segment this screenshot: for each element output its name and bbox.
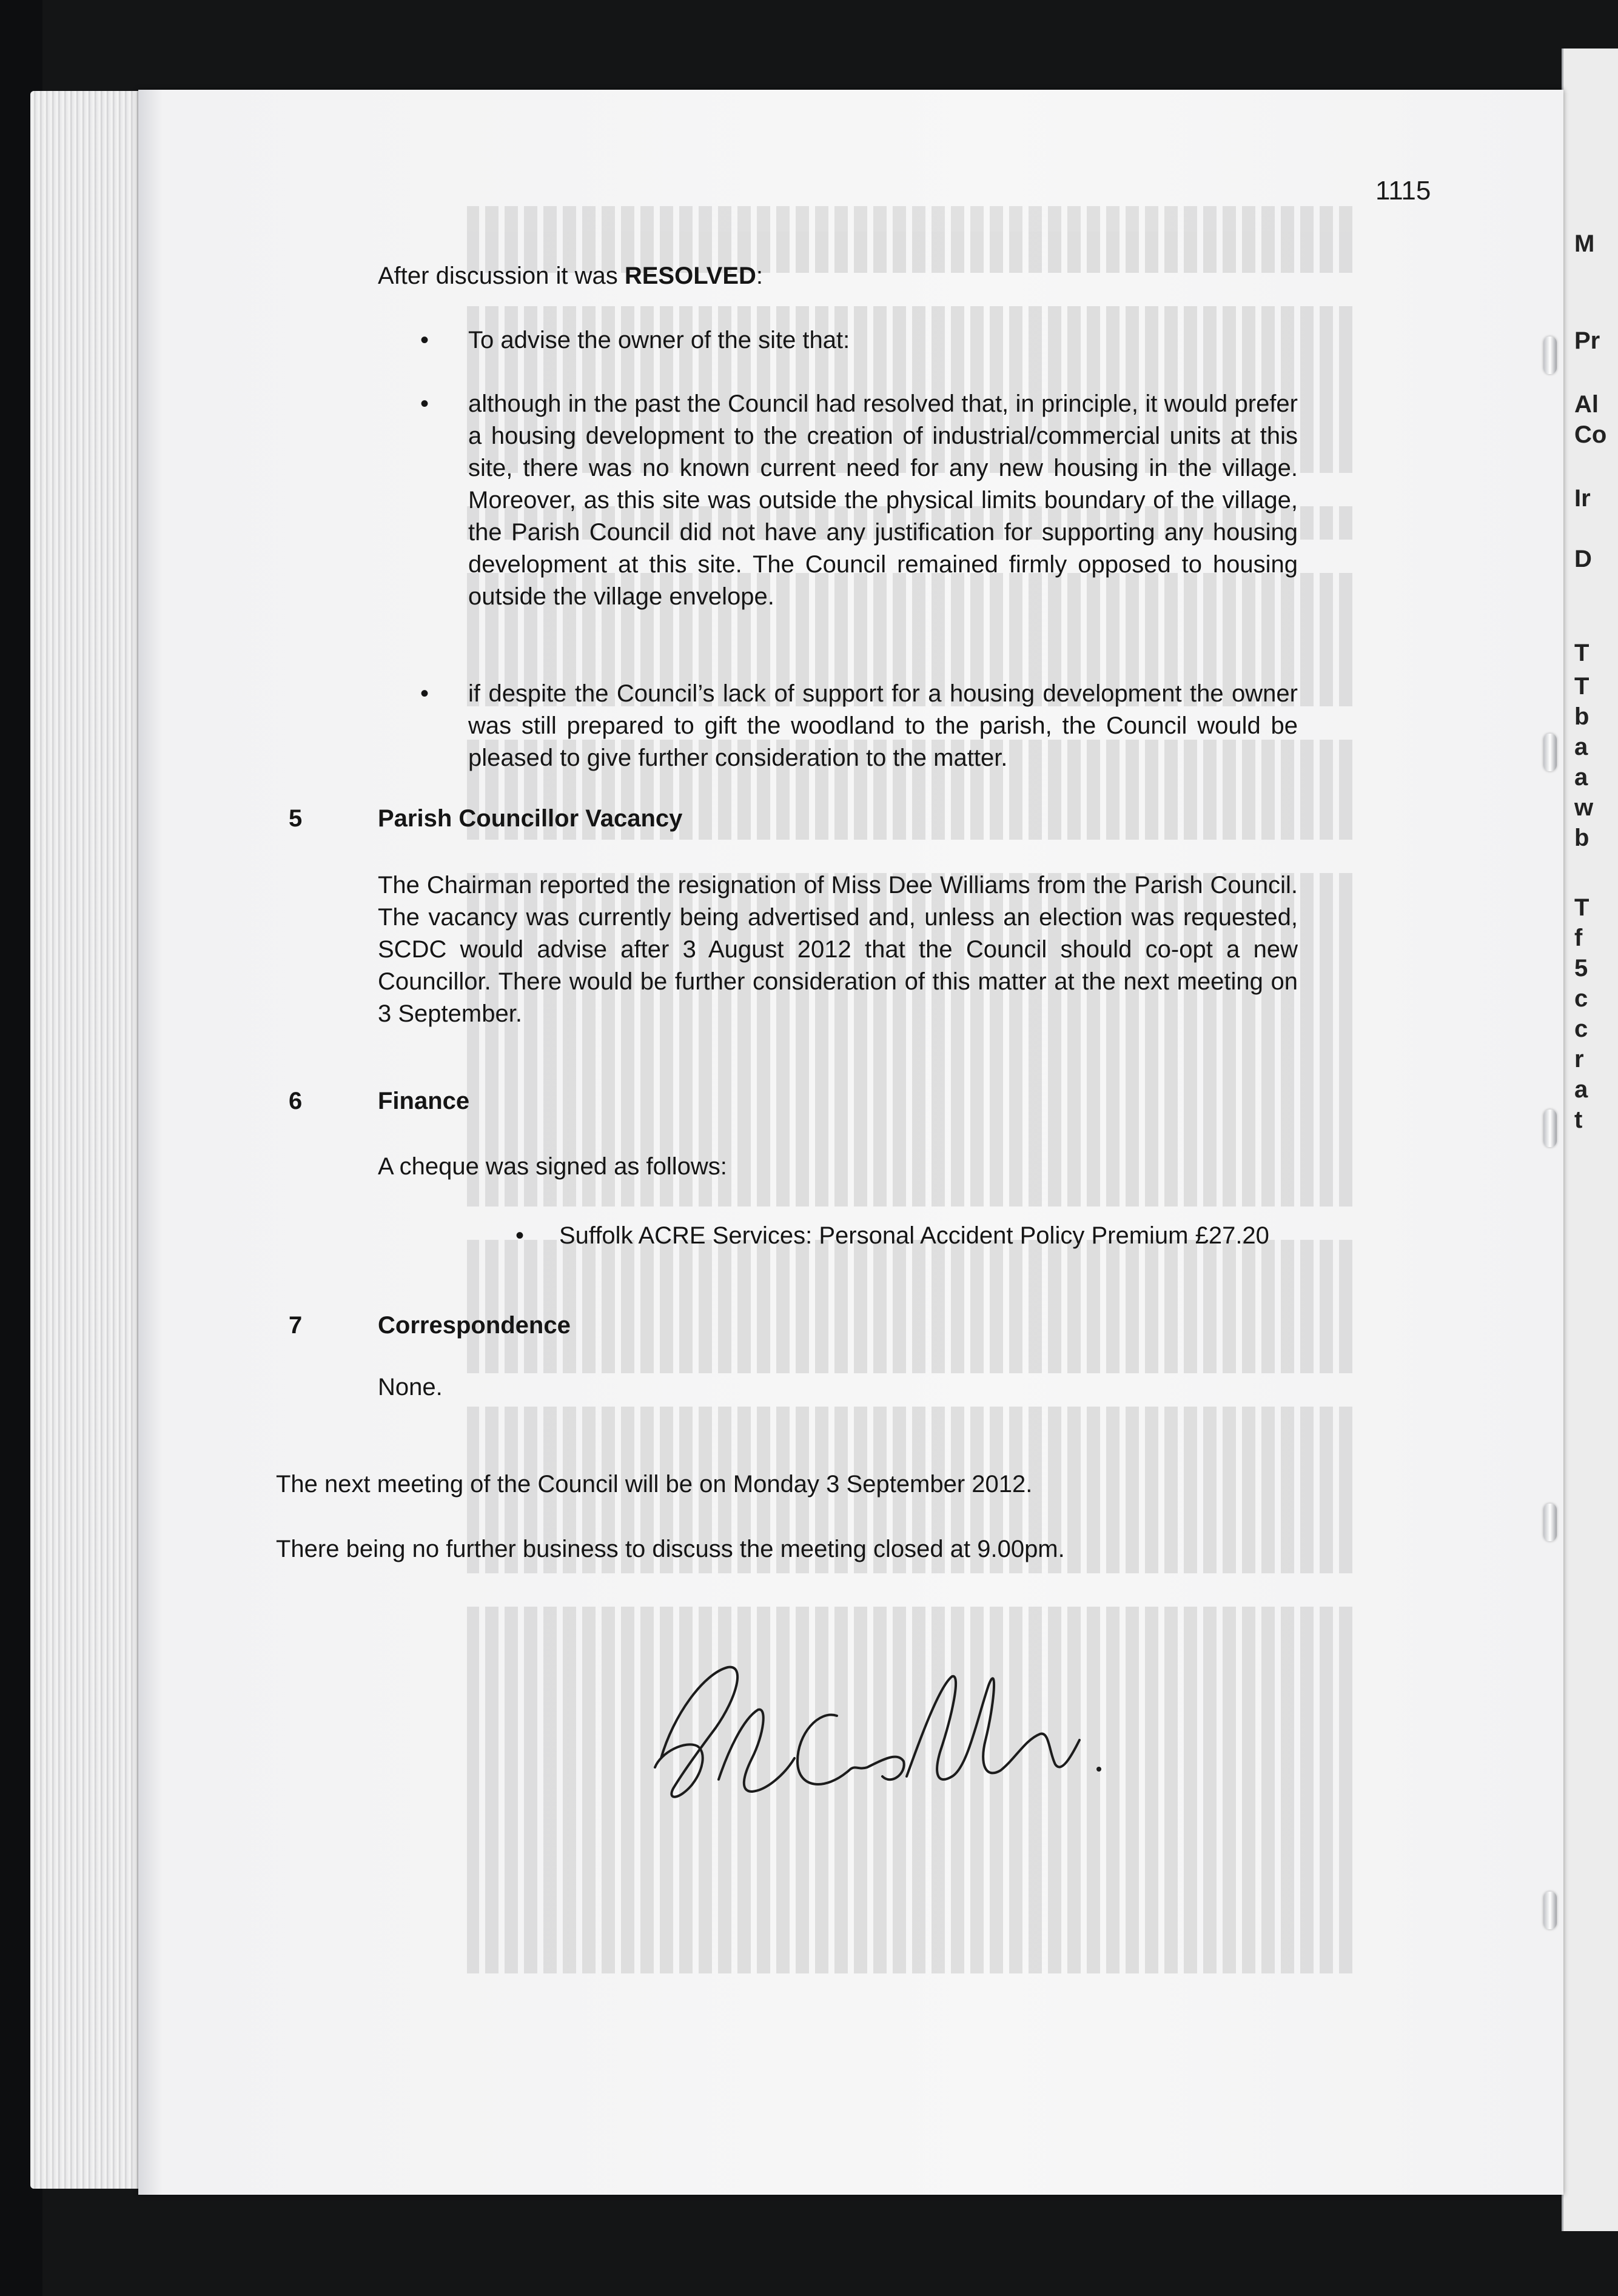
- binder-ring: [1543, 734, 1557, 771]
- right-page: [1562, 49, 1618, 2231]
- binder-ring: [1543, 1504, 1557, 1541]
- right-page-fragment: Pr: [1574, 327, 1600, 354]
- binder-ring: [1543, 336, 1557, 374]
- resolved-bullet: if despite the Council’s lack of support for a housing development the owner was still prepared to gift the woodland to the parish, the Council would be pleased to give further consideration to the matter.: [468, 680, 1298, 771]
- next-meeting: The next meeting of the Council will be on Monday 3 September 2012.: [276, 1471, 1033, 1498]
- bullet-dot: •: [420, 390, 429, 417]
- binder-ring: [1543, 1892, 1557, 1929]
- right-page-fragment: a: [1574, 734, 1588, 760]
- right-page-fragment: Co: [1574, 421, 1607, 448]
- chairman-signature: [637, 1661, 1134, 1819]
- right-page-fragment: a: [1574, 764, 1588, 791]
- section-title: Correspondence: [378, 1312, 571, 1339]
- right-page-fragment: b: [1574, 825, 1589, 851]
- right-page-fragment: c: [1574, 1016, 1588, 1042]
- cheque-item: Suffolk ACRE Services: Personal Accident Policy Premium £27.20: [559, 1222, 1269, 1249]
- resolved-intro: After discussion it was RESOLVED:: [378, 263, 764, 289]
- bullet-dot: •: [420, 327, 429, 353]
- page-number: 1115: [1375, 176, 1431, 206]
- right-page-fragment: T: [1574, 640, 1589, 666]
- right-page-fragment: t: [1574, 1106, 1583, 1133]
- section-number: 6: [289, 1088, 303, 1114]
- right-page-fragment: Al: [1574, 391, 1599, 418]
- closing-statement: There being no further business to discuss the meeting closed at 9.00pm.: [276, 1536, 1065, 1562]
- resolved-bullet: although in the past the Council had resolved that, in principle, it would prefer a housing development to the creation of industrial/commercial units at this site, there was no known current need for any new housing in the village. Moreover, as this site was outside the physical limits boundary of the village, the Parish Council did not have any justification for supporting any housing development at this site. The Council remained firmly opposed to housing outside the village envelope.: [468, 390, 1298, 610]
- right-page-fragment: T: [1574, 894, 1589, 921]
- right-page-fragment: c: [1574, 985, 1588, 1012]
- right-page-fragment: f: [1574, 925, 1583, 951]
- right-page-fragment: 5: [1574, 955, 1588, 982]
- section-title: Finance: [378, 1088, 470, 1114]
- section-body: None.: [378, 1374, 443, 1401]
- stacked-page-edges: [30, 91, 146, 2189]
- right-page-fragment: Ir: [1574, 485, 1591, 512]
- bullet-dot: •: [420, 680, 429, 707]
- section-title: Parish Councillor Vacancy: [378, 805, 683, 832]
- section-number: 5: [289, 805, 303, 832]
- resolved-bullet: To advise the owner of the site that:: [468, 327, 850, 353]
- right-page-fragment: b: [1574, 703, 1589, 730]
- section-number: 7: [289, 1312, 303, 1339]
- right-page-fragment: w: [1574, 794, 1594, 821]
- section-body: A cheque was signed as follows:: [378, 1153, 727, 1180]
- right-page-fragment: D: [1574, 546, 1592, 572]
- right-page-fragment: a: [1574, 1076, 1588, 1103]
- right-page-fragment: r: [1574, 1046, 1584, 1073]
- bullet-dot: •: [515, 1222, 525, 1249]
- section-body: The Chairman reported the resignation of Miss Dee Williams from the Parish Council. The vacancy was currently being advertised and, unless an election was requested, SCDC would advise after 3 August 2012 that the Council should co-opt a new Councillor. There would be further consideration of this matter at the next meeting on 3 September.: [378, 872, 1298, 1027]
- right-page-fragment: T: [1574, 673, 1589, 700]
- binder-ring: [1543, 1110, 1557, 1147]
- right-page-fragment: M: [1574, 230, 1595, 257]
